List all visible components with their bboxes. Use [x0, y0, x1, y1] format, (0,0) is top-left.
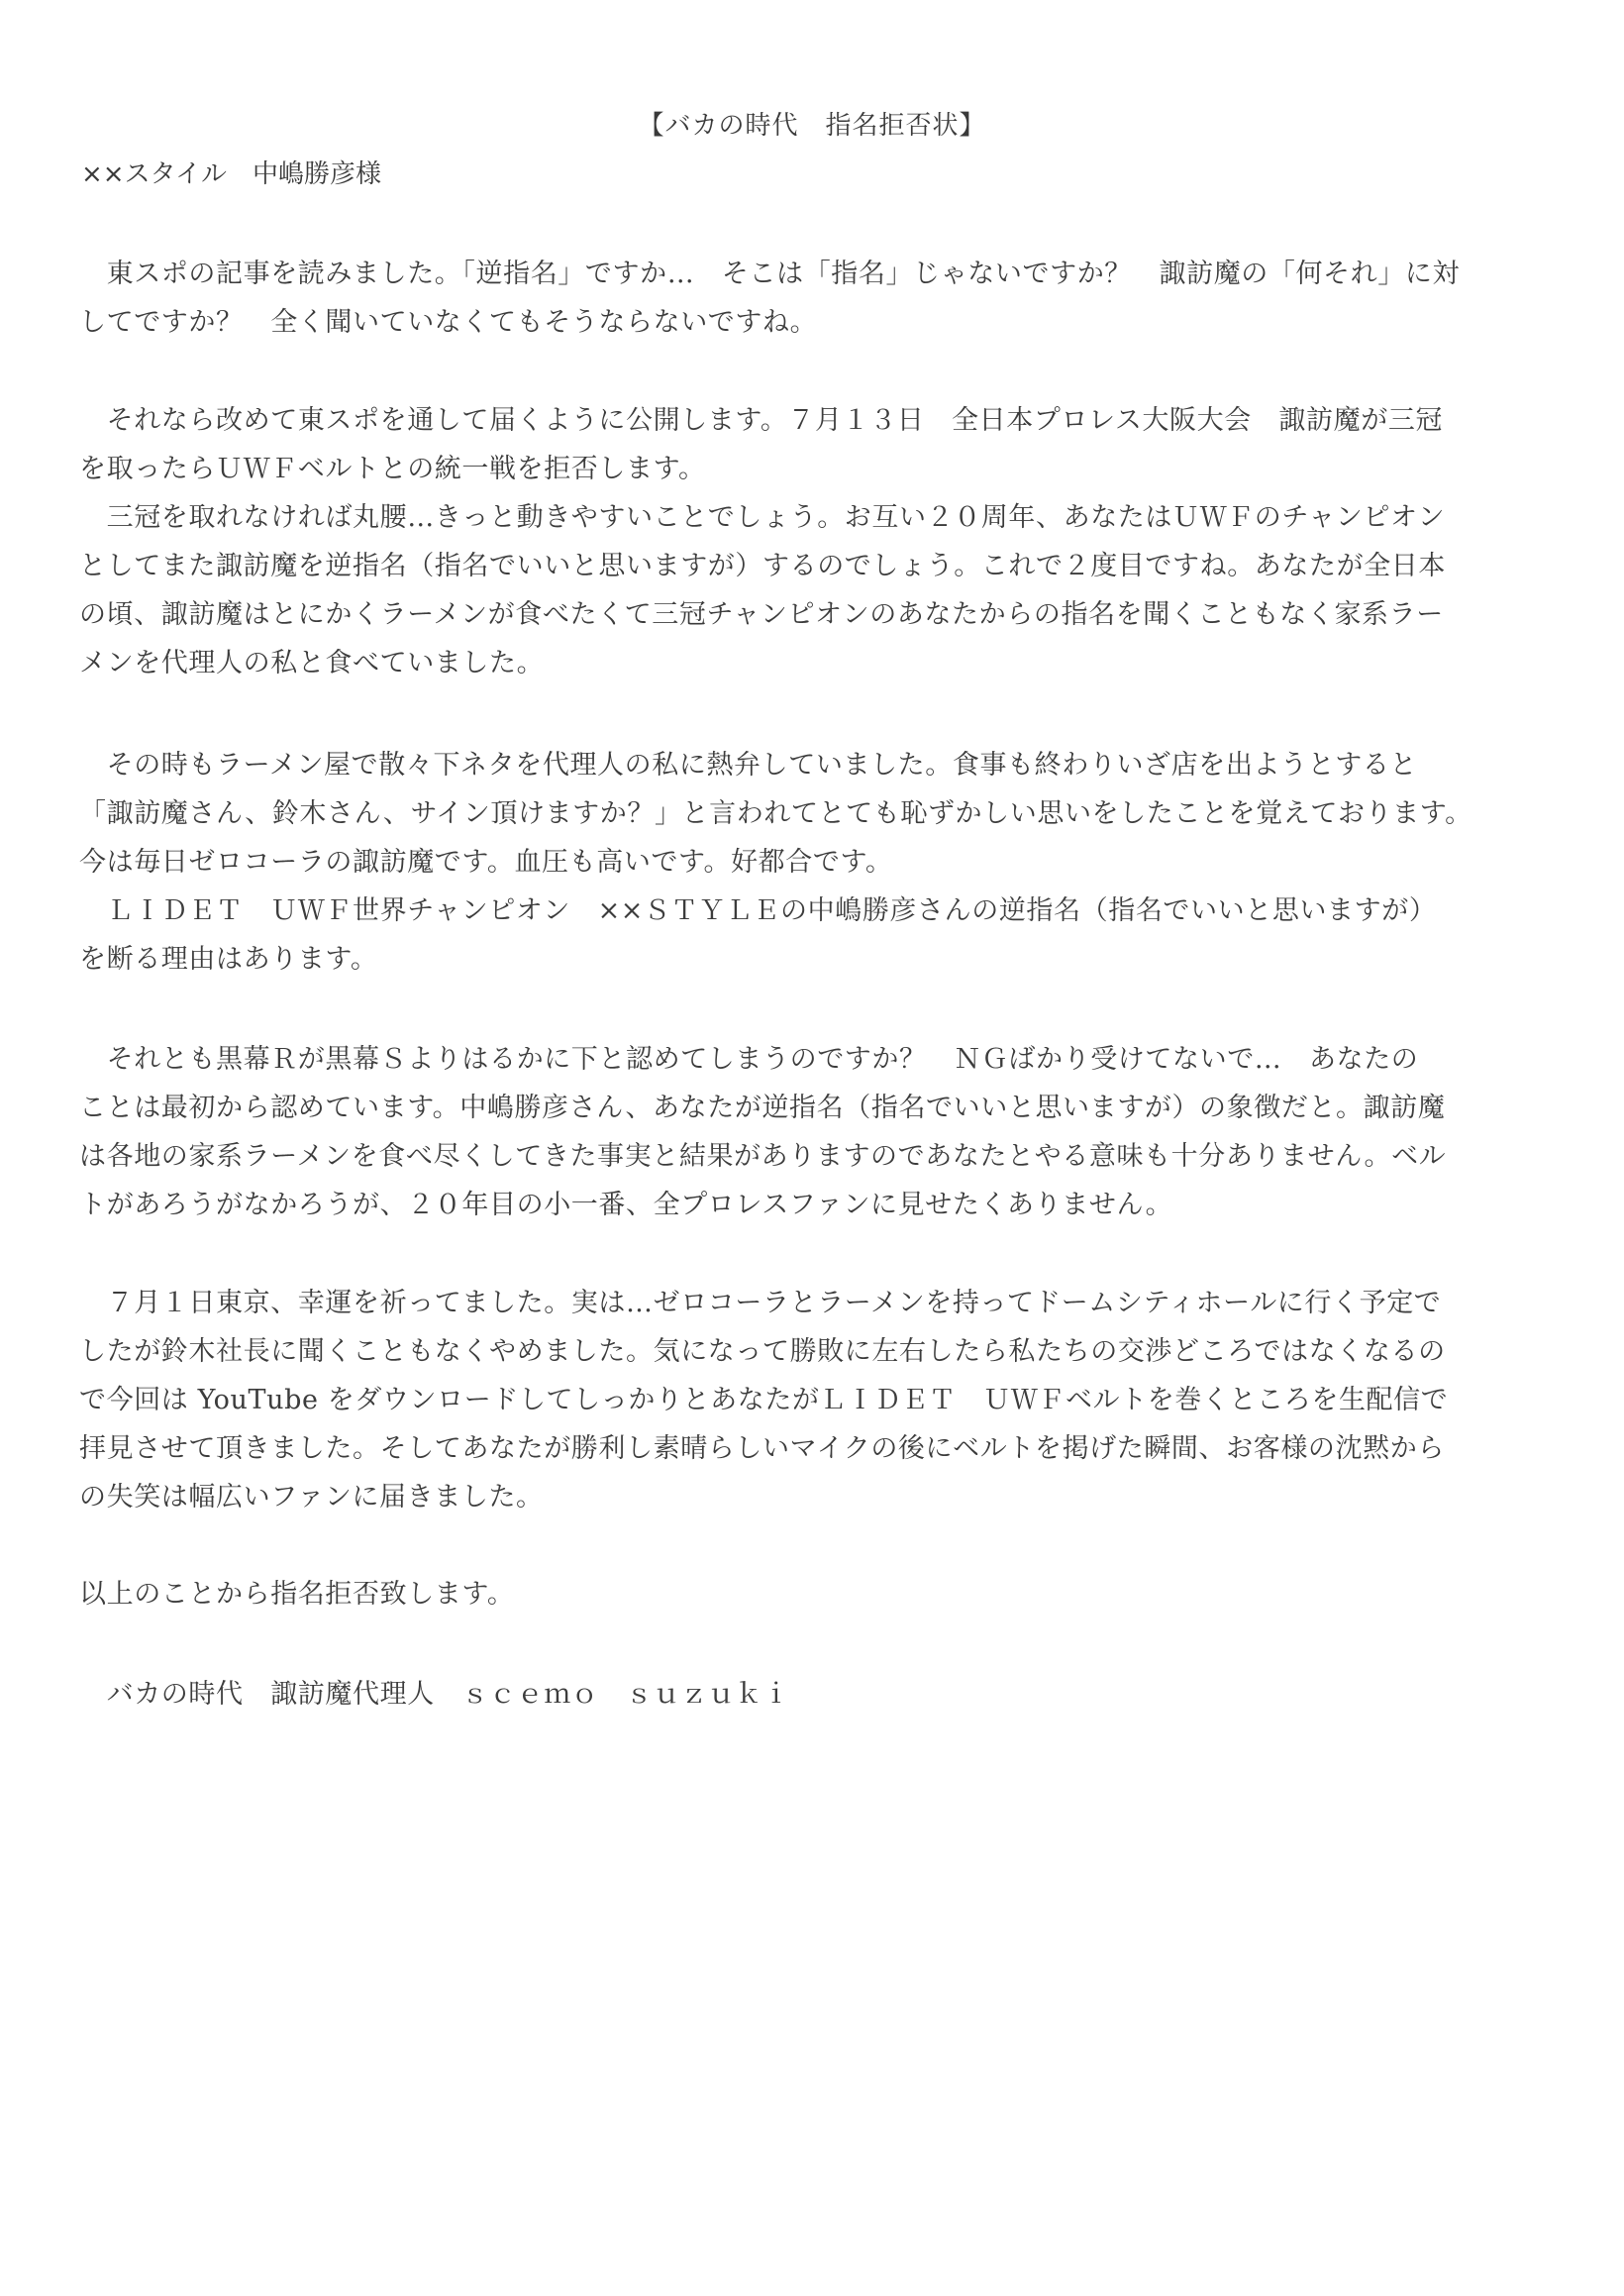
text-line: トがあろうがなかろうが、２０年目の小一番、全プロレスファンに見せたくありません。	[79, 1190, 1173, 1220]
text-line: 「諏訪魔さん、鈴木さん、サイン頂けますか？」と言われてとても恥ずかしい思いをしたことを覚えております。	[79, 798, 1472, 829]
addressee: ××スタイル 中嶋勝彦様	[81, 159, 382, 189]
document-title: 【バカの時代 指名拒否状】	[638, 111, 986, 141]
text-line: その時もラーメン屋で散々下ネタを代理人の私に熱弁していました。食事も終わりいざ店を出ようとすると	[79, 750, 1418, 781]
text-line: で今回は YouTube をダウンロードしてしっかりとあなたがＬＩＤＥＴ ＵＷＦベルトを巻くところを生配信で	[79, 1385, 1449, 1415]
text-line: してですか？ 全く聞いていなくてもそうならないですね。	[79, 307, 818, 338]
text-line: したが鈴木社長に聞くこともなくやめました。気になって勝敗に左右したら私たちの交渉どころではなくなるの	[79, 1336, 1446, 1367]
text-line: の失笑は幅広いファンに届きました。	[79, 1482, 544, 1513]
text-line: 拝見させて頂きました。そしてあなたが勝利し素晴らしいマイクの後にベルトを掲げた瞬間、お客様の沈黙から	[79, 1433, 1445, 1464]
signature	[79, 1670, 1513, 1719]
paragraph-5	[79, 1279, 1513, 1521]
text-line: 三冠を取れなければ丸腰…きっと動きやすいことでしょう。お互い２０周年、あなたはＵＷＦのチャンピオン	[79, 502, 1446, 533]
text-line: メンを代理人の私と食べていました。	[79, 648, 545, 678]
text-line: は各地の家系ラーメンを食べ尽くしてきた事実と結果がありますのであなたとやる意味も十分ありません。ベル	[79, 1141, 1447, 1172]
text-line: バカの時代 諏訪魔代理人 ｓｃｅｍｏ ｓｕｚｕｋｉ	[79, 1679, 790, 1710]
paragraph-2	[79, 396, 1513, 687]
text-line: ＬＩＤＥＴ ＵＷＦ世界チャンピオン ××ＳＴＹＬＥの中嶋勝彦さんの逆指名（指名でいいと思いますが）	[79, 895, 1437, 926]
paragraph-3	[79, 741, 1513, 984]
paragraph-4	[79, 1035, 1513, 1229]
text-line: 今は毎日ゼロコーラの諏訪魔です。血圧も高いです。好都合です。	[79, 847, 893, 878]
paragraph-1	[79, 250, 1513, 347]
text-line: 以上のことから指名拒否致します。	[79, 1579, 515, 1610]
text-line: それとも黒幕Ｒが黒幕Ｓよりはるかに下と認めてしまうのですか？ ＮＧばかり受けてないで… あなたの	[79, 1044, 1419, 1075]
closing-statement	[79, 1570, 1513, 1618]
text-line: ７月１日東京、幸運を祈ってました。実は…ゼロコーラとラーメンを持ってドームシティホールに行く予定で	[79, 1288, 1442, 1318]
text-line: の頃、諏訪魔はとにかくラーメンが食べたくて三冠チャンピオンのあなたからの指名を聞くこともなく家系ラー	[79, 599, 1444, 630]
text-line: 東スポの記事を読みました。「逆指名」ですか… そこは「指名」じゃないですか？ 諏訪魔の「何それ」に対	[79, 259, 1461, 289]
text-line: を断る理由はあります。	[79, 944, 378, 975]
text-line: としてまた諏訪魔を逆指名（指名でいいと思いますが）するのでしょう。これで２度目ですね。あなたが全日本	[79, 551, 1446, 581]
text-line: ことは最初から認めています。中嶋勝彦さん、あなたが逆指名（指名でいいと思いますが）の象徴だと。諏訪魔	[79, 1093, 1446, 1123]
text-line: を取ったらＵＷＦベルトとの統一戦を拒否します。	[79, 454, 706, 484]
text-line: それなら改めて東スポを通して届くように公開します。７月１３日 全日本プロレス大阪大会 諏訪魔が三冠	[79, 405, 1444, 436]
